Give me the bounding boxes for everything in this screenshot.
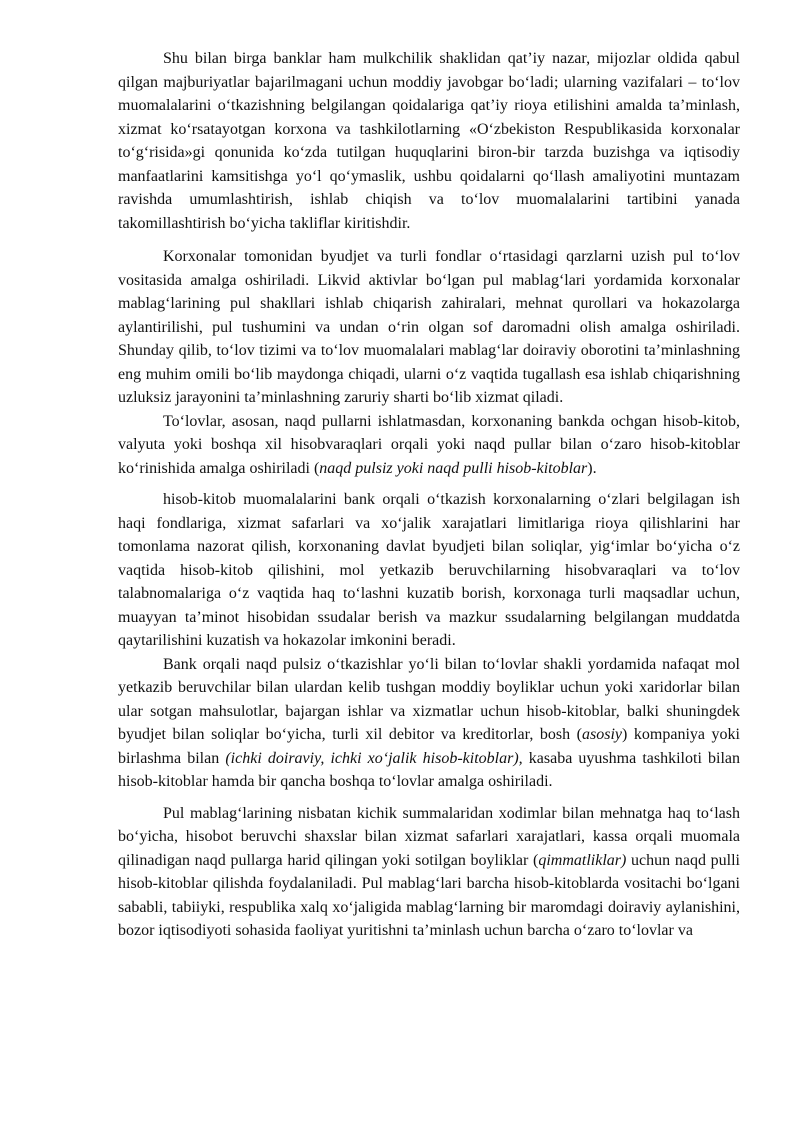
paragraph-2-text: Korxonalar tomonidan byudjet va turli fondlar o‘rtasidagi qarzlarni uzish pul to‘lov vositasida amalga oshiriladi. Likvid aktivlar bo‘lgan pul mablag‘lari yordamida korxonalar mablag‘larining pul shakllari ishlab chiqarish zahiralari, mehnat qurollari va hokazolarga aylantirilishi, pul tushumini va undan o‘rin olgan sof daromadni olish amalga oshiriladi. Shunday qilib, to‘lov tizimi va to‘lov muomalalari mablag‘lar doiraviy oborotini ta’minlashning eng muhim omili bo‘lib maydonga chiqadi, ularni o‘z vaqtida tugallash esa ishlab chiqarishning uzluksiz jarayonini ta’minlashning zaruriy sharti bo‘lib xizmat qiladi.	[118, 248, 740, 406]
paragraph-1-text: Shu bilan birga banklar ham mulkchilik shaklidan qat’iy nazar, mijozlar oldida qabul qilgan majburiyatlar bajarilmagani uchun moddiy javobgar bo‘ladi; ularning vazifalari – to‘lov muomalalarini o‘tkazishning belgilangan qoidalariga qat’iy rioya etilishini amalda ta’minlash, xizmat ko‘rsatayotgan korxona va tashkilotlarning «O‘zbekiston Respublikasida korxonalar to‘g‘risida»gi qonunida ko‘zda tutilgan huquqlarini biron-bir tarzda buzishga va iqtisodiy manfaatlarini kamsitishga yo‘l qo‘ymaslik, ushbu qoidalarni qo‘llash amaliyotini muntazam ravishda umumlashtirish, ishlab chiqish va to‘lov muomalalarini tartibini yanada takomillashtirish bo‘yicha takliflar kiritishdir.	[118, 50, 740, 232]
paragraph-4-text: hisob-kitob muomalalarini bank orqali o‘tkazish korxonalarning o‘zlari belgilagan ish haqi fondlariga, xizmat safarlari va xo‘jalik xarajatlari limitlariga rioya qilishlarini har tomonlama nazorat qilish, korxonaning davlat byudjeti bilan soliqlar, yig‘imlar bo‘yicha o‘z vaqtida hisob-kitob qilishini, mol yetkazib beruvchilarning hisobvaraqlari va to‘lov talabnomalariga o‘z vaqtida haq to‘lashni kuzatib borish, korxonaga turli maqsadlar uchun, muayyan ta’minot hisobidan ssudalar berish va mazkur ssudalarning belgilangan muddatda qaytarilishini kuzatish va hokazolar imkonini beradi.	[118, 491, 740, 649]
paragraph-6-text-b: uchun naqd pulli hisob-kitoblar qilishda foydalaniladi. Pul mablag‘lari barcha hisob-kitoblarda vositachi bo‘lgani sababli, tabiiyki, respublika xalq xo‘jaligida mablag‘larning bir maromdagi doiraviy aylanishini, bozor iqtisodiyoti sohasida faoliyat yuritishni ta’minlash uchun barcha o‘zaro to‘lovlar va	[118, 851, 741, 939]
paragraph-5	[118, 653, 740, 794]
paragraph-5-text-a: Bank orqali naqd pulsiz o‘tkazishlar yo‘li bilan to‘lovlar shakli yordamida nafaqat mol yetkazib beruvchilar bilan ulardan kelib tushgan moddiy boyliklar uchun yoki xaridorlar bilan ular sotgan mahsulotlar, bajargan ishlar va xizmatlar uchun hisob-kitoblar, balki shuningdek byudjet bilan soliqlar bo‘yicha, turli xil debitor va kreditorlar, bosh (	[118, 655, 740, 743]
paragraph-5-italic-asosiy: asosiy	[582, 726, 622, 743]
paragraph-4	[118, 488, 740, 653]
paragraph-5-text-b: ) kompaniya yoki birlashma bilan	[118, 726, 740, 767]
paragraph-6	[118, 802, 740, 943]
paragraph-5-italic-ichki: (ichki doiraviy, ichki xo‘jalik hisob-kitoblar),	[225, 749, 523, 767]
paragraph-3-italic-term: naqd pulsiz yoki naqd pulli hisob-kitoblar	[319, 459, 588, 477]
paragraph-3	[118, 410, 740, 481]
paragraph-5-text-c: kasaba uyushma tashkiloti bilan hisob-kitoblar hamda bir qancha boshqa to‘lovlar amalga oshiriladi.	[118, 749, 741, 790]
paragraph-2	[118, 245, 740, 410]
paragraph-6-italic-term: qimmatliklar)	[538, 851, 627, 869]
document-page	[118, 47, 740, 943]
paragraph-3-text-a: To‘lovlar, asosan, naqd pullarni ishlatmasdan, korxonaning bankda ochgan hisob-kitob, valyuta yoki boshqa xil hisobvaraqlari orqali yoki naqd pullar bilan o‘zaro hisob-kitoblar ko‘rinishida amalga oshiriladi (	[118, 412, 740, 477]
paragraph-3-text-b: ).	[587, 459, 597, 477]
paragraph-6-text-a: Pul mablag‘larining nisbatan kichik summalaridan xodimlar bilan mehnatga haq to‘lash bo‘yicha, hisobot beruvchi shaxslar bilan xizmat safarlari xarajatlari, kassa orqali muomala qilinadigan naqd pullarga harid qilingan yoki sotilgan boyliklar (	[118, 804, 740, 869]
paragraph-1	[118, 47, 740, 235]
